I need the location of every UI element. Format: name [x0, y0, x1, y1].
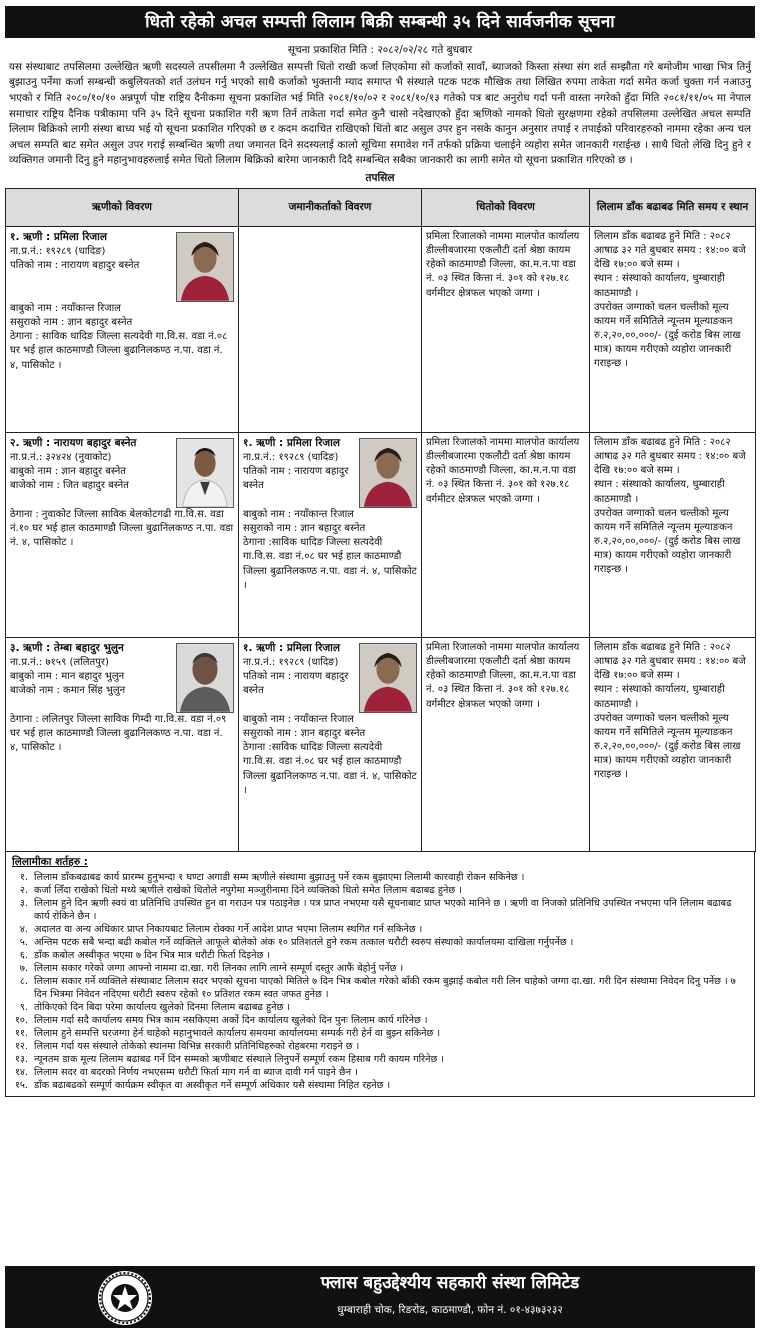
- term-text: लिलाम गर्दा यस संस्थाले तोकेको स्थानमा विभिन्न सरकारी प्रतिनिधिहरुको रोहबरमा गराइने छ ।: [34, 1040, 360, 1052]
- term-item: [12, 1053, 748, 1066]
- term-text: लिलाम सकार गरेको जग्गा आफ्नो नाममा दा.खा. गरी लिनका लागि लाग्ने सम्पूर्ण दस्तुर आफैं बेहोर्नु पर्नेछ ।: [34, 962, 404, 974]
- published-date: सूचना प्रकाशित मिति : २०८२/०२/२८ गते बुधबार: [287, 44, 473, 56]
- intro-paragraph: यस संस्थाबाट तपसिलमा उल्लेखित ऋणी सदस्यले तपसीलमा नै उल्लेखित सम्पत्ती धितो राखी कर्जा लिएकोमा सो कर्जाको सावाँ, ब्याजको किस्ता संस्था संग शर्त सम्झौता गरे बमोजीम भाखा भित्र तिर्नु बुझाउनु पर्नेमा कर्जा सम्बन्धी कबुलियतको शर्त उलंघन गर्नु भएको साथै कर्जाको भुक्तानी म्याद समाप्त भै संस्थाले पटक पटक मौखिक तथा लिखित रुपमा ताकेता गर्दा समेत कर्जा चुक्ता गर्न नआउनु भएको र मिति २०८०/१०/१० अन्नपूर्ण पोष्ट राष्ट्रिय दैनीकमा सूचना प्रकाशित भई मिति २०८१/१०/०२ र २०८१/१०/१३ गतेको पत्र बाट अनुरोध गर्दा पनी वास्ता नगरेको हुँदा मिति २०८१/११/०५ मा नेपाल समाचार राष्ट्रिय दैनिक पत्रीकामा पनि ३५ दिने सूचना प्रकाशित गरी ऋण तिर्न ताकेता गर्दा समेत कुनै चासो नदेखाएको हुँदा ऋणिको नामको धितो सुरक्षणमा रहेको तपसिलमा उल्लेखित अचल सम्पति लिलाम बिक्रिको लागी संस्था बाध्य भई यो सूचना प्रकाशित गरिएको छ र कदम कदाचित राखिएको धितो बाट असुल उपर हुन नसके कानुन अनुसार तपाई र तपाईको परिवारहरुको नाममा रहेका अन्य चल अचल सम्पति बाट समेत असुल उपर गराई सम्बन्धित ऋणी तथा जमानत दिने सदस्यलाई कालो सूचिमा समावेश गर्ने तर्फको प्रक्रिया चलाईने व्यहोरा समेत जानकारी गराईन्छ । साथै धितो लेखि दिनु हुने र व्यक्तिगत जमानी दिनु हुने महानुभावहरुलाई समेत धितो लिलाम बिक्रिको बारेमा जानकारी दिदै सम्बन्धित सबैका जानकारी का लागी समेत यो सूचना प्रकाशित गरिएको छ ।: [9, 60, 752, 167]
- term-text: लिलाम सकार गर्ने व्यक्तिले संस्थाबाट लिलाम सदर भएको सूचना पाएको मितिले ७ दिन भित्र कबोल गरेको बाँकी रकम बुझाई कबोल गरी लिन चाहेको जग्गा दा.खा. गरी दिन संस्थामा निवेदन दिनु पर्नेछ । ७ दिन भित्रमा निवेदन नदिएमा धरौटी स्वरुप रहेको १० प्रतिशत रकम स्वत जफत हुनेछ ।: [34, 975, 736, 1000]
- auction-terms: [5, 852, 755, 1097]
- term-text: लिलाम सदर वा बदरको निर्णय नभएसम्म धरौटी फिर्ता माग गर्न वा ब्याज दावी गर्न पाइने छैन ।: [34, 1066, 358, 1078]
- term-number: २.: [19, 884, 28, 896]
- borrower-cell: [6, 226, 239, 432]
- term-item: [12, 1066, 748, 1079]
- term-text: तोकिएको दिन बिदा परेमा कार्यालय खुलेको दिनमा लिलाम बढाबढ हुनेछ ।: [34, 1001, 291, 1013]
- guarantor-detail: ठेगाना :साविक धादिङ जिल्ला सत्यदेवी गा.वि.स. वडा नं.०८ घर भई हाल काठमाण्डौ जिल्ला बुढानिलकण्ठ न.पा. वडा नं. ४, पासिकोट ।: [243, 742, 417, 796]
- term-item: [12, 871, 748, 884]
- collateral-cell: प्रमिला रिजालको नाममा मालपोत कार्यालय डील्लीबजारमा एकलौटी दर्ता श्रेष्ठा कायम रहेको काठमाण्डौ जिल्ला, का.म.न.पा वडा नं. ०३ स्थित कित्ता नं. ३०१ को १२७.१८ वर्गमीटर क्षेत्रफल भएको जग्गा ।: [422, 432, 590, 637]
- auction-cell: [590, 637, 756, 851]
- term-number: १.: [19, 871, 28, 883]
- term-item: [12, 949, 748, 962]
- footer-banner: [5, 1266, 755, 1328]
- term-number: ४.: [19, 923, 28, 935]
- borrower-cell: [6, 432, 239, 637]
- term-item: [12, 1027, 748, 1040]
- auction-datetime: लिलाम डाँक बढाबढ हुने मिति : २०८२ आषाढ ३२ गते बुधबार समय : १४:०० बजे देखि १७:०० बजे सम्म ।: [594, 641, 746, 682]
- term-number: ११.: [14, 1027, 28, 1039]
- borrower-cell: [6, 637, 239, 851]
- auction-datetime: लिलाम डाँक बढाबढ हुने मिति : २०८२ आषाढ ३२ गते बुधबार समय : १४:०० बजे देखि १७:०० बजे सम्म ।: [594, 230, 746, 271]
- notice-title: धितो रहेको अचल सम्पत्ती लिलाम बिक्री सम्बन्धी ३५ दिने सार्वजनीक सूचना: [5, 6, 755, 38]
- guarantor-detail: ना.प्र.नं.: १९२८९ (धादिङ): [243, 451, 339, 463]
- col-header-borrower: ऋणीको विवरण: [6, 188, 239, 226]
- borrower-detail: ठेगाना : नुवाकोट जिल्ला साविक बेलकोटगढी गा.वि.स. वडा नं.१० घर भई हाल काठमाण्डौ जिल्ला बुढानिलकण्ठ न.पा. वडा नं. ४, पासिकोट ।: [10, 508, 234, 549]
- term-number: १५.: [14, 1079, 28, 1091]
- collateral-cell: प्रमिला रिजालको नाममा मालपोत कार्यालय डील्लीबजारमा एकलौटी दर्ता श्रेष्ठा कायम रहेको काठमाण्डौ जिल्ला, का.म.न.पा वडा नं. ०३ स्थित कित्ता नं. ३०१ को १२७.१८ वर्गमीटर क्षेत्रफल भएको जग्गा ।: [422, 226, 590, 432]
- borrower-detail: ठेगाना : ललितपुर जिल्ला साविक गिम्दी गा.वि.स. वडा नं.०९ घर भई हाल काठमाण्डौ जिल्ला बुढानिलकण्ठ न.पा. वडा नं. ४, पासिकोट ।: [10, 713, 227, 754]
- organization-name: फ्लास बहुउद्देश्यीय सहकारी संस्था लिमिटेड: [320, 1273, 580, 1293]
- guarantor-detail: ठेगाना :साविक धादिङ जिल्ला सत्यदेवी गा.वि.स. वडा नं.०८ घर भई हाल काठमाण्डौ जिल्ला बुढानिलकण्ठ न.पा. वडा नं. ४, पासिकोट ।: [243, 537, 417, 591]
- guarantor-detail: ससुराको नाम : ज्ञान बहादुर बस्नेत: [243, 727, 366, 739]
- borrower-detail: ससुराको नाम : ज्ञान बहादुर बस्नेत: [10, 316, 133, 328]
- borrower-detail: बाजेको नाम : कमान सिंह भुलुन: [10, 685, 126, 697]
- term-item: [12, 1079, 748, 1092]
- term-text: अन्तिम पटक सबै भन्दा बढी कबोल गर्ने व्यक्तिले आफूले बोलेको अंक १० प्रतिशतले हुने रकम तत्काल धरौटी स्वरुप संस्थाको कार्यालयमा दाखिला गर्नुपर्नेछ ।: [34, 936, 574, 948]
- term-number: १२.: [14, 1040, 28, 1052]
- term-number: १३.: [14, 1053, 28, 1065]
- guarantor-detail: ना.प्र.नं.: १९२८९ (धादिङ): [243, 656, 339, 668]
- term-number: ६.: [19, 949, 28, 961]
- auction-datetime: लिलाम डाँक बढाबढ हुने मिति : २०८२ आषाढ ३२ गते बुधबार समय : १४:०० बजे देखि १७:०० बजे सम्म ।: [594, 436, 746, 477]
- term-text: लिलाम हुने दिन ऋणी स्वयं वा प्रतिनिधि उपस्थित हुन वा गराउन पत्र पठाइनेछ । पत्र प्राप्त नभएमा यसै सूचनाबाट प्राप्त भएको मानिने छ । ऋणी वा निजको प्रतिनिधि उपस्थित नभएमा पनि लिलाम बढाबढ कार्य रोकिने छैन ।: [34, 897, 732, 922]
- borrower-detail: बाबुको नाम : ज्ञान बहादुर बस्नेत: [10, 465, 127, 477]
- borrower-detail: बाजेको नाम : जित बहादुर बस्नेत: [10, 480, 129, 492]
- borrower-name: ३. ऋणी : तेम्बा बहादुर भुलुन: [10, 641, 124, 654]
- table-row: [6, 432, 756, 637]
- guarantor-cell-empty: [239, 226, 422, 432]
- borrower-detail: ठेगाना : साविक धादिङ जिल्ला सत्यदेवी गा.वि.स. वडा नं.०८ घर भई हाल काठमाण्डौ जिल्ला बुढानिलकण्ठ न.पा. वडा नं. ४, पासिकोट ।: [10, 331, 228, 371]
- table-row: [6, 226, 756, 432]
- auction-location: स्थान : संस्थाको कार्यालय, धुम्बाराही काठमाण्डौ ।: [594, 273, 725, 299]
- borrower-detail: ना.प्र.नं.: ३२४२४ (नुवाकोट): [10, 451, 112, 463]
- guarantor-cell: [239, 432, 422, 637]
- term-text: लिलाम डाँकबढाबढ कार्य प्रारम्भ हुनुभन्दा १ घण्टा अगाडी सम्म ऋणीले संस्थामा बुझाउनु पर्ने रकम बुझाएमा लिलामी कारवाही रोकन सकिनेछ ।: [34, 871, 525, 883]
- term-item: [12, 962, 748, 975]
- term-text: कर्जा लिँदा राखेको धितो मध्ये ऋणीले राखेको धितोले नपुगेमा मञ्जुरीनामा दिने व्यक्तिको धितो समेत लिलाम बढाबढ हुनेछ ।: [34, 884, 462, 896]
- term-item: [12, 1001, 748, 1014]
- organization-address: धुम्बाराही चोक, रिङरोड, काठमाण्डौ, फोन नं. ०१-४३७३२३२: [337, 1304, 563, 1316]
- term-item: [12, 975, 748, 1001]
- term-text: डाँक बढाबढको सम्पूर्ण कार्यक्रम स्वीकृत वा अस्वीकृत गर्ने सम्पूर्ण अधिकार यसै संस्थामा निहित रहनेछ ।: [34, 1079, 391, 1091]
- collateral-cell: प्रमिला रिजालको नाममा मालपोत कार्यालय डील्लीबजारमा एकलौटी दर्ता श्रेष्ठा कायम रहेको काठमाण्डौ जिल्ला, का.म.न.पा वडा नं. ०३ स्थित कित्ता नं. ३०१ को १२७.१८ वर्गमीटर क्षेत्रफल भएको जग्गा ।: [422, 637, 590, 851]
- guarantor-detail: पतिको नाम : नारायण बहादुर बस्नेत: [243, 670, 349, 697]
- term-number: ३.: [19, 897, 28, 909]
- term-item: [12, 884, 748, 897]
- borrower-name: २. ऋणी : नारायण बहादुर बस्नेत: [10, 436, 137, 449]
- term-number: ८.: [19, 975, 28, 987]
- auction-location: स्थान : संस्थाको कार्यालय, धुम्बाराही काठमाण्डौ ।: [594, 479, 725, 505]
- guarantor-photo: [359, 643, 417, 713]
- col-header-auction: लिलाम डाँक बढाबढ मिति समय र स्थान: [590, 188, 756, 226]
- guarantor-photo: [359, 438, 417, 508]
- auction-cell: [590, 432, 756, 637]
- col-header-collateral: धितोको विवरण: [422, 188, 590, 226]
- term-number: ९.: [19, 1001, 28, 1013]
- auction-cell: [590, 226, 756, 432]
- term-text: लिलाम हुने सम्पत्ति घरजग्गा हेर्न चाहेको महानुभावले कार्यालय समयमा कार्यालयमा सम्पर्क गरी हेर्न वा बुझ्न सकिनेछ ।: [34, 1027, 441, 1039]
- guarantor-name: १. ऋणी : प्रमिला रिजाल: [243, 641, 340, 654]
- auction-valuation: उपरोक्त जग्गाको चलन चल्तीको मूल्य कायम गर्ने समितिले न्यून्तम मूल्याङकन रु.२,२०,००,०००/- (दुई करोड बिस लाख मात्र) कायम गरीएको व्यहोरा जानकारी गराइन्छ ।: [594, 301, 741, 370]
- schedule-table: [5, 188, 756, 852]
- guarantor-detail: बाबुको नाम : नयाँकान्त रिजाल: [243, 508, 354, 520]
- term-item: [12, 897, 748, 923]
- term-text: अदालत वा अन्य अधिकार प्राप्त निकायबाट लिलाम रोक्का गर्ने आदेश प्राप्त भएमा लिलाम स्थगित गर्न सकिनेछ ।: [34, 923, 423, 935]
- cooperative-logo-icon: [97, 1270, 153, 1326]
- term-item: [12, 936, 748, 949]
- borrower-photo: [176, 438, 234, 508]
- term-item: [12, 1014, 748, 1027]
- table-header-row: [6, 188, 756, 226]
- borrower-detail: ना.प्र.नं.: १९२८९ (धादिङ): [10, 245, 106, 257]
- schedule-heading: तपसिल: [365, 172, 395, 185]
- term-number: १४.: [14, 1066, 28, 1078]
- borrower-detail: बाबुको नाम : नयाँकान्त रिजाल: [10, 302, 121, 314]
- borrower-name: १. ऋणी : प्रमिला रिजाल: [10, 230, 107, 243]
- borrower-detail: पतिको नाम : नारायण बहादुर बस्नेत: [10, 259, 140, 271]
- auction-location: स्थान : संस्थाको कार्यालय, धुम्बाराही काठमाण्डौ ।: [594, 684, 725, 710]
- borrower-detail: ना.प्र.नं.: ७१५९ (ललितपुर): [10, 656, 109, 668]
- term-item: [12, 1040, 748, 1053]
- guarantor-detail: ससुराको नाम : ज्ञान बहादुर बस्नेत: [243, 522, 366, 534]
- auction-valuation: उपरोक्त जग्गाको चलन चल्तीको मूल्य कायम गर्ने समितिले न्यून्तम मूल्याङकन रु.२,२०,००,०००/- (दुई करोड बिस लाख मात्र) कायम गरीएको व्यहोरा जानकारी गराइन्छ ।: [594, 507, 741, 576]
- term-text: लिलाम गर्दा सदै कार्यालय समय भित्र काम नसकिएमा अर्को दिन कार्यालय खुलेको दिन पुनः लिलाम कार्य गरिनेछ ।: [34, 1014, 428, 1026]
- term-number: १०.: [14, 1014, 28, 1026]
- guarantor-detail: पतिको नाम : नारायण बहादुर बस्नेत: [243, 465, 349, 492]
- col-header-guarantor: जमानीकर्ताको विवरण: [239, 188, 422, 226]
- terms-title: लिलामीका शर्तहरु :: [12, 855, 88, 868]
- term-text: न्यूनतम डाक मूल्य लिलाम बढाबढ गर्ने दिन सम्मको ऋणीबाट संस्थाले लिनुपर्ने सम्पूर्ण रकम हिसाब गरी कायम गरिनेछ ।: [34, 1053, 445, 1065]
- borrower-photo: [176, 232, 234, 302]
- guarantor-cell: [239, 637, 422, 851]
- guarantor-detail: बाबुको नाम : नयाँकान्त रिजाल: [243, 713, 354, 725]
- borrower-detail: बाबुको नाम : मान बहादुर भुलुन: [10, 670, 125, 682]
- table-row: [6, 637, 756, 851]
- term-item: [12, 923, 748, 936]
- term-number: ५.: [19, 936, 28, 948]
- term-text: डाँक कबोल अस्वीकृत भएमा ७ दिन भित्र मात्र धरौटी फिर्ता दिइनेछ ।: [34, 949, 271, 961]
- auction-valuation: उपरोक्त जग्गाको चलन चल्तीको मूल्य कायम गर्ने समितिले न्यून्तम मूल्याङकन रु.२,२०,००,०००/- (दुई करोड बिस लाख मात्र) कायम गरीएको व्यहोरा जानकारी गराइन्छ ।: [594, 712, 741, 781]
- term-number: ७.: [19, 962, 28, 974]
- guarantor-name: १. ऋणी : प्रमिला रिजाल: [243, 436, 340, 449]
- borrower-photo: [176, 643, 234, 713]
